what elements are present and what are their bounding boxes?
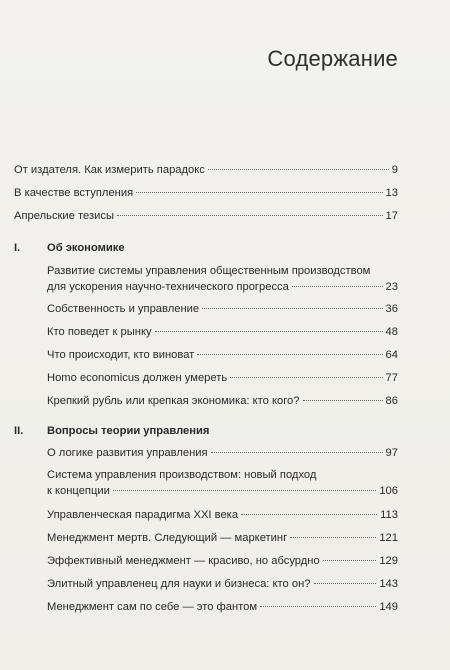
- section-heading[interactable]: [14, 238, 450, 258]
- section-numeral: II.: [14, 425, 24, 437]
- toc-entry-title: Собственность и управление: [47, 303, 200, 315]
- page-title: Содержание: [267, 46, 398, 71]
- dot-leader: [323, 560, 377, 561]
- toc-entry-title: Крепкий рубль или крепкая экономика: кто кого?: [47, 395, 300, 407]
- toc-page-number: 129: [379, 555, 398, 567]
- dot-leader: [208, 169, 389, 170]
- dot-leader: [260, 606, 376, 607]
- toc-page-number: 143: [379, 578, 398, 590]
- toc-entry[interactable]: [14, 160, 398, 180]
- toc-page-number: 121: [379, 532, 398, 544]
- section-numeral: I.: [14, 242, 21, 254]
- toc-entry-title: к концепции: [47, 485, 110, 497]
- toc-entry-title: Элитный управленец для науки и бизнеса: кто он?: [47, 578, 311, 590]
- dot-leader: [230, 377, 382, 378]
- toc-entry[interactable]: [47, 597, 398, 617]
- toc-page-number: 23: [385, 281, 398, 293]
- dot-leader: [290, 537, 376, 538]
- toc-entry[interactable]: [47, 528, 398, 548]
- toc-entry-title: Менеджмент мертв. Следующий — маркетинг: [47, 532, 288, 544]
- toc-entry-title-line1: Система управления производством: новый подход: [47, 469, 317, 481]
- toc-page-number: 36: [385, 303, 398, 315]
- toc-entry-title: Homo economicus должен умереть: [47, 372, 228, 384]
- toc-entry-title: Эффективный менеджмент — красиво, но абсурдно: [47, 555, 320, 567]
- toc-page-number: 17: [385, 210, 398, 222]
- dot-leader: [117, 215, 383, 216]
- toc-entry-title: Апрельские тезисы: [14, 210, 115, 222]
- toc-entry-title: От издателя. Как измерить парадокс: [14, 164, 205, 176]
- toc-entry[interactable]: [47, 443, 398, 463]
- dot-leader: [155, 331, 383, 332]
- toc-entry[interactable]: [47, 345, 398, 365]
- section-heading[interactable]: [14, 421, 450, 441]
- toc-entry-title: Управленческая парадигма XXI века: [47, 509, 239, 521]
- dot-leader: [303, 400, 383, 401]
- toc-page-number: 9: [391, 164, 398, 176]
- toc-entry[interactable]: [47, 368, 398, 388]
- dot-leader: [292, 286, 383, 287]
- toc-page-number: 149: [379, 601, 398, 613]
- toc-entry[interactable]: [47, 465, 398, 501]
- toc-page-number: 48: [385, 326, 398, 338]
- toc-page-number: 86: [385, 395, 398, 407]
- dot-leader: [197, 354, 382, 355]
- toc-page-number: 13: [385, 187, 398, 199]
- toc-entry-title: В качестве вступления: [14, 187, 134, 199]
- toc-entry[interactable]: [47, 299, 398, 319]
- toc-entry[interactable]: [47, 505, 398, 525]
- dot-leader: [211, 452, 383, 453]
- toc-entry[interactable]: [47, 391, 398, 411]
- dot-leader: [202, 308, 382, 309]
- toc-entry[interactable]: [14, 206, 398, 226]
- toc-entry[interactable]: [47, 551, 398, 571]
- toc-entry[interactable]: [47, 574, 398, 594]
- toc-entry[interactable]: [14, 183, 398, 203]
- toc-entry-title: О логике развития управления: [47, 447, 208, 459]
- toc-page-number: 64: [385, 349, 398, 361]
- dot-leader: [241, 514, 377, 515]
- toc-entry-title: Менеджмент сам по себе — это фантом: [47, 601, 258, 613]
- toc-entry-title: Что происходит, кто виноват: [47, 349, 195, 361]
- toc-page-number: 97: [385, 447, 398, 459]
- dot-leader: [314, 583, 377, 584]
- toc-page-number: 77: [385, 372, 398, 384]
- toc-entry-title: для ускорения научно-технического прогресса: [47, 281, 289, 293]
- dot-leader: [113, 490, 376, 491]
- toc-entry-title-line1: Развитие системы управления общественным производством: [47, 265, 371, 277]
- toc-entry[interactable]: [47, 322, 398, 342]
- section-title: Об экономике: [47, 242, 125, 254]
- dot-leader: [136, 192, 382, 193]
- toc-entry[interactable]: [47, 261, 398, 297]
- toc-entry-title: Кто поведет к рынку: [47, 326, 152, 338]
- toc-page-number: 106: [379, 485, 398, 497]
- section-title: Вопросы теории управления: [47, 425, 210, 437]
- toc-page-number: 113: [380, 509, 398, 521]
